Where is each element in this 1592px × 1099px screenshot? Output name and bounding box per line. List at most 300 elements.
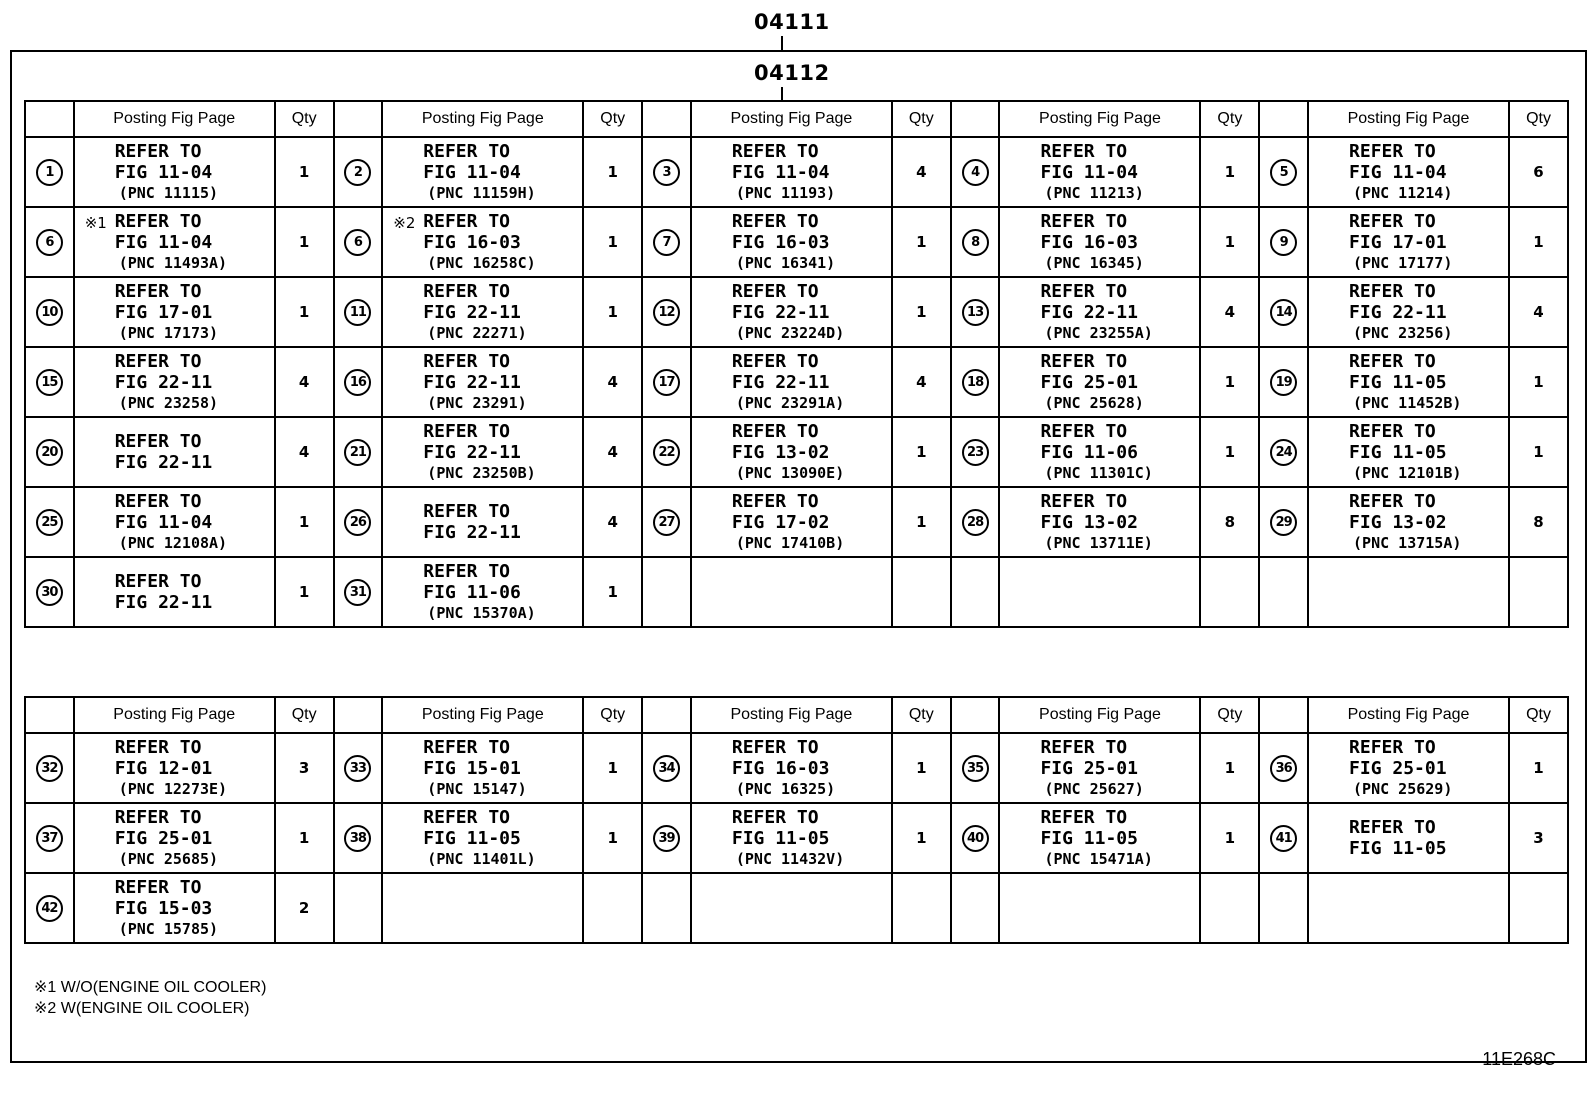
- reference-cell: [999, 277, 1200, 347]
- pnc-reference: (PNC 11213): [1044, 183, 1144, 202]
- table-row: [25, 417, 1568, 487]
- item-number-badge: 29: [1270, 509, 1297, 536]
- qty-cell: [583, 733, 642, 803]
- qty-cell: [1509, 557, 1568, 627]
- reference-cell: [382, 803, 583, 873]
- header-index-cell: [25, 101, 74, 137]
- refer-to-label: REFER TO: [114, 140, 202, 162]
- refer-to-label: REFER TO: [1040, 210, 1128, 232]
- qty-cell: [275, 557, 334, 627]
- qty-cell: [892, 277, 951, 347]
- reference-cell: [999, 487, 1200, 557]
- fig-reference: FIG 16-03: [731, 757, 830, 779]
- fig-reference: FIG 11-04: [114, 231, 213, 253]
- fig-reference: FIG 11-05: [731, 827, 830, 849]
- fig-reference: FIG 11-04: [423, 161, 521, 183]
- fig-reference: FIG 25-01: [1349, 757, 1447, 779]
- qty-value: 1: [298, 163, 310, 181]
- qty-value: 6: [1533, 163, 1544, 181]
- header-qty: Qty: [1509, 697, 1568, 733]
- index-cell: [25, 733, 74, 803]
- header-posting: Posting Fig Page: [74, 101, 275, 137]
- qty-value: 3: [1533, 829, 1544, 847]
- fig-reference: FIG 16-03: [1040, 231, 1138, 253]
- fig-reference: FIG 22-11: [731, 371, 830, 393]
- pnc-reference: (PNC 22271): [427, 323, 527, 342]
- qty-cell: [275, 417, 334, 487]
- header-qty: Qty: [583, 101, 642, 137]
- reference-text: [75, 141, 274, 204]
- footnotes: [34, 977, 266, 1019]
- refer-to-label: REFER TO: [114, 736, 202, 758]
- fig-reference: FIG 11-05: [1349, 371, 1447, 393]
- index-cell: [25, 347, 74, 417]
- qty-cell: [275, 733, 334, 803]
- fig-reference: FIG 12-01: [114, 757, 213, 779]
- top-part-label: 04111: [754, 10, 830, 34]
- index-cell: [1259, 277, 1308, 347]
- pnc-reference: (PNC 25685): [118, 849, 219, 868]
- reference-text: [1000, 211, 1199, 274]
- qty-cell: [1509, 417, 1568, 487]
- qty-value: 1: [298, 583, 310, 601]
- fig-reference: FIG 13-02: [1349, 511, 1447, 533]
- refer-to-label: REFER TO: [1349, 490, 1436, 512]
- reference-cell: [382, 137, 583, 207]
- index-cell: [951, 557, 1000, 627]
- reference-cell: [74, 277, 275, 347]
- reference-cell: [691, 347, 892, 417]
- reference-text: [1309, 737, 1508, 800]
- reference-text: [1000, 491, 1199, 554]
- qty-cell: [1509, 733, 1568, 803]
- header-qty: Qty: [892, 697, 951, 733]
- parts-table-2: [24, 696, 1569, 944]
- item-number-badge: 9: [1270, 229, 1297, 256]
- fig-reference: FIG 22-11: [114, 371, 213, 393]
- index-cell: [642, 207, 691, 277]
- pnc-reference: (PNC 16325): [735, 779, 836, 798]
- refer-to-label: REFER TO: [1349, 736, 1436, 758]
- pnc-reference: (PNC 11401L): [427, 849, 536, 868]
- item-number-badge: 19: [1270, 369, 1297, 396]
- refer-to-label: REFER TO: [423, 806, 510, 828]
- refer-to-label: REFER TO: [1349, 140, 1436, 162]
- reference-text: [692, 281, 891, 344]
- fig-reference: FIG 22-11: [423, 301, 521, 323]
- reference-cell: [1308, 137, 1509, 207]
- qty-value: 1: [916, 443, 927, 461]
- pnc-reference: (PNC 11193): [735, 183, 836, 202]
- qty-value: 1: [298, 233, 310, 251]
- qty-cell: [275, 207, 334, 277]
- reference-cell: [74, 207, 275, 277]
- header-qty: Qty: [583, 697, 642, 733]
- reference-cell: [74, 803, 275, 873]
- qty-cell: [1509, 277, 1568, 347]
- pnc-reference: (PNC 15147): [427, 779, 527, 798]
- pnc-reference: (PNC 25627): [1044, 779, 1144, 798]
- reference-text: [692, 421, 891, 484]
- table-row: [25, 347, 1568, 417]
- qty-value: 4: [298, 373, 310, 391]
- index-cell: [642, 347, 691, 417]
- item-number-badge: 25: [36, 509, 63, 536]
- header-index-cell: [1259, 697, 1308, 733]
- qty-cell: [892, 487, 951, 557]
- reference-cell: [382, 417, 583, 487]
- reference-text: [1309, 491, 1508, 554]
- qty-cell: [892, 137, 951, 207]
- reference-text: [1000, 421, 1199, 484]
- header-index-cell: [25, 697, 74, 733]
- item-number-badge: 42: [36, 895, 63, 922]
- qty-cell: [892, 207, 951, 277]
- reference-cell: [691, 277, 892, 347]
- index-cell: [334, 487, 383, 557]
- qty-value: 1: [298, 303, 310, 321]
- reference-cell: [1308, 803, 1509, 873]
- reference-text: [75, 281, 274, 344]
- item-number-badge: 6: [344, 229, 371, 256]
- index-cell: [334, 873, 383, 943]
- header-posting: Posting Fig Page: [1308, 697, 1509, 733]
- fig-reference: FIG 16-03: [731, 231, 830, 253]
- table-row: [25, 733, 1568, 803]
- pnc-reference: (PNC 17410B): [735, 533, 845, 552]
- fig-reference: FIG 11-04: [114, 161, 213, 183]
- reference-text: [1309, 421, 1508, 484]
- index-cell: [1259, 803, 1308, 873]
- reference-cell: [74, 417, 275, 487]
- fig-reference: FIG 11-04: [1040, 161, 1138, 183]
- fig-reference: FIG 13-02: [1040, 511, 1138, 533]
- pnc-reference: (PNC 25629): [1353, 779, 1453, 798]
- reference-text: [692, 141, 891, 204]
- header-index-cell: [1259, 101, 1308, 137]
- fig-reference: FIG 11-04: [1349, 161, 1447, 183]
- reference-cell: [382, 733, 583, 803]
- index-cell: [642, 557, 691, 627]
- table-row: [25, 207, 1568, 277]
- index-cell: [951, 277, 1000, 347]
- qty-value: 1: [1533, 443, 1544, 461]
- refer-to-label: REFER TO: [423, 736, 510, 758]
- pnc-reference: (PNC 13715A): [1353, 533, 1462, 552]
- reference-cell: [382, 207, 583, 277]
- refer-to-label: REFER TO: [731, 140, 819, 162]
- qty-cell: [892, 733, 951, 803]
- reference-cell: [999, 803, 1200, 873]
- refer-to-label: REFER TO: [114, 571, 202, 592]
- reference-cell: [1308, 733, 1509, 803]
- index-cell: [951, 417, 1000, 487]
- reference-cell: [1308, 347, 1509, 417]
- reference-cell: [691, 803, 892, 873]
- reference-cell: [999, 137, 1200, 207]
- pnc-reference: (PNC 15785): [118, 919, 219, 938]
- reference-cell: [691, 733, 892, 803]
- reference-text: [75, 877, 274, 940]
- index-cell: [1259, 137, 1308, 207]
- refer-to-label: REFER TO: [1040, 350, 1128, 372]
- reference-cell: [74, 557, 275, 627]
- item-number-badge: 16: [344, 369, 371, 396]
- qty-value: 4: [298, 443, 310, 461]
- fig-reference: FIG 11-05: [423, 827, 521, 849]
- qty-cell: [892, 873, 951, 943]
- refer-to-label: REFER TO: [1349, 280, 1436, 302]
- index-cell: [1259, 487, 1308, 557]
- item-number-badge: 13: [962, 299, 989, 326]
- reference-cell: [74, 347, 275, 417]
- qty-cell: [1200, 347, 1259, 417]
- refer-to-label: REFER TO: [423, 420, 510, 442]
- qty-cell: [1509, 487, 1568, 557]
- pnc-reference: (PNC 23291A): [735, 393, 845, 412]
- refer-to-label: REFER TO: [114, 280, 202, 302]
- reference-cell: [1308, 277, 1509, 347]
- qty-value: 1: [607, 233, 618, 251]
- pnc-reference: (PNC 11301C): [1044, 463, 1153, 482]
- item-number-badge: 20: [36, 439, 63, 466]
- reference-cell: [382, 347, 583, 417]
- index-cell: [951, 873, 1000, 943]
- qty-value: 3: [298, 759, 310, 777]
- qty-value: 1: [1533, 373, 1544, 391]
- footnote-1: ※1 W/O(ENGINE OIL COOLER): [34, 979, 267, 996]
- refer-to-label: REFER TO: [114, 431, 202, 452]
- item-number-badge: 39: [653, 825, 680, 852]
- table-row: [25, 137, 1568, 207]
- reference-cell: [1308, 207, 1509, 277]
- header-index-cell: [951, 101, 1000, 137]
- qty-value: 1: [1533, 233, 1544, 251]
- qty-cell: [892, 417, 951, 487]
- index-cell: [25, 487, 74, 557]
- header-qty: Qty: [892, 101, 951, 137]
- qty-cell: [1200, 873, 1259, 943]
- qty-cell: [892, 347, 951, 417]
- pnc-reference: (PNC 23291): [427, 393, 527, 412]
- reference-text: [1000, 281, 1199, 344]
- fig-reference: FIG 11-05: [1349, 441, 1447, 463]
- reference-text: [383, 281, 582, 344]
- reference-text: [1309, 211, 1508, 274]
- index-cell: [25, 277, 74, 347]
- item-number-badge: 27: [653, 509, 680, 536]
- item-number-badge: 21: [344, 439, 371, 466]
- fig-reference: FIG 11-04: [114, 511, 213, 533]
- reference-text: [75, 807, 274, 870]
- qty-value: 1: [298, 829, 310, 847]
- qty-cell: [583, 207, 642, 277]
- footnote-marker: ※2: [393, 214, 416, 232]
- index-cell: [25, 557, 74, 627]
- refer-to-label: REFER TO: [731, 490, 819, 512]
- reference-cell: [999, 557, 1200, 627]
- index-cell: [334, 733, 383, 803]
- header-qty: Qty: [1509, 101, 1568, 137]
- refer-to-label: REFER TO: [731, 210, 819, 232]
- footnote-2: ※2 W(ENGINE OIL COOLER): [34, 1000, 250, 1017]
- qty-value: 4: [607, 443, 618, 461]
- refer-to-label: REFER TO: [1040, 420, 1128, 442]
- header-qty: Qty: [275, 101, 334, 137]
- item-number-badge: 14: [1270, 299, 1297, 326]
- refer-to-label: REFER TO: [423, 350, 510, 372]
- item-number-badge: 41: [1270, 825, 1297, 852]
- qty-value: 1: [1224, 163, 1236, 181]
- item-number-badge: 23: [962, 439, 989, 466]
- index-cell: [25, 137, 74, 207]
- refer-to-label: REFER TO: [114, 806, 202, 828]
- refer-to-label: REFER TO: [114, 350, 202, 372]
- qty-cell: [1200, 277, 1259, 347]
- index-cell: [642, 277, 691, 347]
- qty-value: 1: [1224, 443, 1236, 461]
- refer-to-label: REFER TO: [114, 490, 202, 512]
- qty-value: 1: [607, 759, 618, 777]
- qty-value: 1: [916, 303, 927, 321]
- qty-cell: [1200, 137, 1259, 207]
- pnc-reference: (PNC 11115): [118, 183, 219, 202]
- qty-cell: [275, 873, 334, 943]
- index-cell: [642, 733, 691, 803]
- reference-text: [383, 351, 582, 414]
- reference-cell: [74, 873, 275, 943]
- qty-cell: [583, 417, 642, 487]
- item-number-badge: 5: [1270, 159, 1297, 186]
- item-number-badge: 1: [36, 159, 63, 186]
- reference-cell: [999, 207, 1200, 277]
- item-number-badge: 4: [962, 159, 989, 186]
- reference-text: [1000, 737, 1199, 800]
- pnc-reference: (PNC 12108A): [118, 533, 228, 552]
- reference-cell: [691, 487, 892, 557]
- pnc-reference: (PNC 12273E): [118, 779, 228, 798]
- qty-value: 1: [916, 233, 927, 251]
- qty-value: 1: [1224, 233, 1236, 251]
- table-row: [25, 803, 1568, 873]
- fig-reference: FIG 11-06: [423, 581, 521, 603]
- refer-to-label: REFER TO: [1040, 490, 1128, 512]
- qty-cell: [275, 803, 334, 873]
- index-cell: [334, 557, 383, 627]
- header-index-cell: [334, 697, 383, 733]
- qty-cell: [275, 137, 334, 207]
- reference-cell: [382, 277, 583, 347]
- qty-cell: [892, 803, 951, 873]
- pnc-reference: (PNC 11493A): [118, 253, 228, 272]
- qty-cell: [583, 347, 642, 417]
- pnc-reference: (PNC 11432V): [735, 849, 845, 868]
- index-cell: [642, 873, 691, 943]
- fig-reference: FIG 15-03: [114, 897, 213, 919]
- refer-to-label: REFER TO: [423, 210, 510, 232]
- item-number-badge: 28: [962, 509, 989, 536]
- reference-cell: [382, 873, 583, 943]
- fig-reference: FIG 22-11: [423, 522, 521, 543]
- refer-to-label: REFER TO: [1040, 736, 1128, 758]
- qty-cell: [583, 487, 642, 557]
- qty-cell: [1509, 347, 1568, 417]
- item-number-badge: 22: [653, 439, 680, 466]
- qty-cell: [275, 487, 334, 557]
- qty-cell: [583, 277, 642, 347]
- pnc-reference: (PNC 16345): [1044, 253, 1144, 272]
- header-qty: Qty: [1200, 697, 1259, 733]
- qty-cell: [1509, 873, 1568, 943]
- pnc-reference: (PNC 17177): [1353, 253, 1453, 272]
- reference-cell: [999, 733, 1200, 803]
- table-row: [25, 557, 1568, 627]
- qty-cell: [583, 557, 642, 627]
- pnc-reference: (PNC 11452B): [1353, 393, 1462, 412]
- item-number-badge: 24: [1270, 439, 1297, 466]
- reference-text: [383, 737, 582, 800]
- qty-value: 1: [916, 759, 927, 777]
- pnc-reference: (PNC 13711E): [1044, 533, 1153, 552]
- qty-cell: [1200, 207, 1259, 277]
- table-row: [25, 277, 1568, 347]
- reference-cell: [1308, 557, 1509, 627]
- refer-to-label: REFER TO: [1349, 350, 1436, 372]
- refer-to-label: REFER TO: [1040, 140, 1128, 162]
- pnc-reference: (PNC 15370A): [427, 603, 536, 622]
- item-number-badge: 38: [344, 825, 371, 852]
- reference-text: [383, 421, 582, 484]
- pnc-reference: (PNC 23258): [118, 393, 219, 412]
- qty-value: 1: [916, 513, 927, 531]
- item-number-badge: 11: [344, 299, 371, 326]
- index-cell: [951, 207, 1000, 277]
- fig-reference: FIG 17-01: [1349, 231, 1447, 253]
- pnc-reference: (PNC 25628): [1044, 393, 1144, 412]
- reference-cell: [691, 417, 892, 487]
- qty-value: 4: [916, 373, 927, 391]
- pnc-reference: (PNC 23224D): [735, 323, 845, 342]
- refer-to-label: REFER TO: [423, 501, 510, 522]
- refer-to-label: REFER TO: [731, 280, 819, 302]
- fig-reference: FIG 22-11: [1349, 301, 1447, 323]
- header-posting: Posting Fig Page: [74, 697, 275, 733]
- qty-cell: [1509, 207, 1568, 277]
- reference-text: [1309, 141, 1508, 204]
- refer-to-label: REFER TO: [1040, 280, 1128, 302]
- reference-cell: [691, 873, 892, 943]
- header-posting: Posting Fig Page: [999, 101, 1200, 137]
- reference-text: [75, 431, 274, 473]
- reference-text: [692, 491, 891, 554]
- pnc-reference: (PNC 11159H): [427, 183, 536, 202]
- pnc-reference: (PNC 13090E): [735, 463, 845, 482]
- item-number-badge: 33: [344, 755, 371, 782]
- reference-text: [692, 211, 891, 274]
- qty-cell: [1200, 803, 1259, 873]
- pnc-reference: (PNC 23255A): [1044, 323, 1153, 342]
- refer-to-label: REFER TO: [731, 350, 819, 372]
- fig-reference: FIG 25-01: [114, 827, 213, 849]
- item-number-badge: 10: [36, 299, 63, 326]
- item-number-badge: 8: [962, 229, 989, 256]
- reference-cell: [74, 137, 275, 207]
- item-number-badge: 15: [36, 369, 63, 396]
- reference-text: [1000, 351, 1199, 414]
- illustration-code: 11E268C: [1482, 1049, 1556, 1069]
- item-number-badge: 32: [36, 755, 63, 782]
- qty-value: 8: [1224, 513, 1236, 531]
